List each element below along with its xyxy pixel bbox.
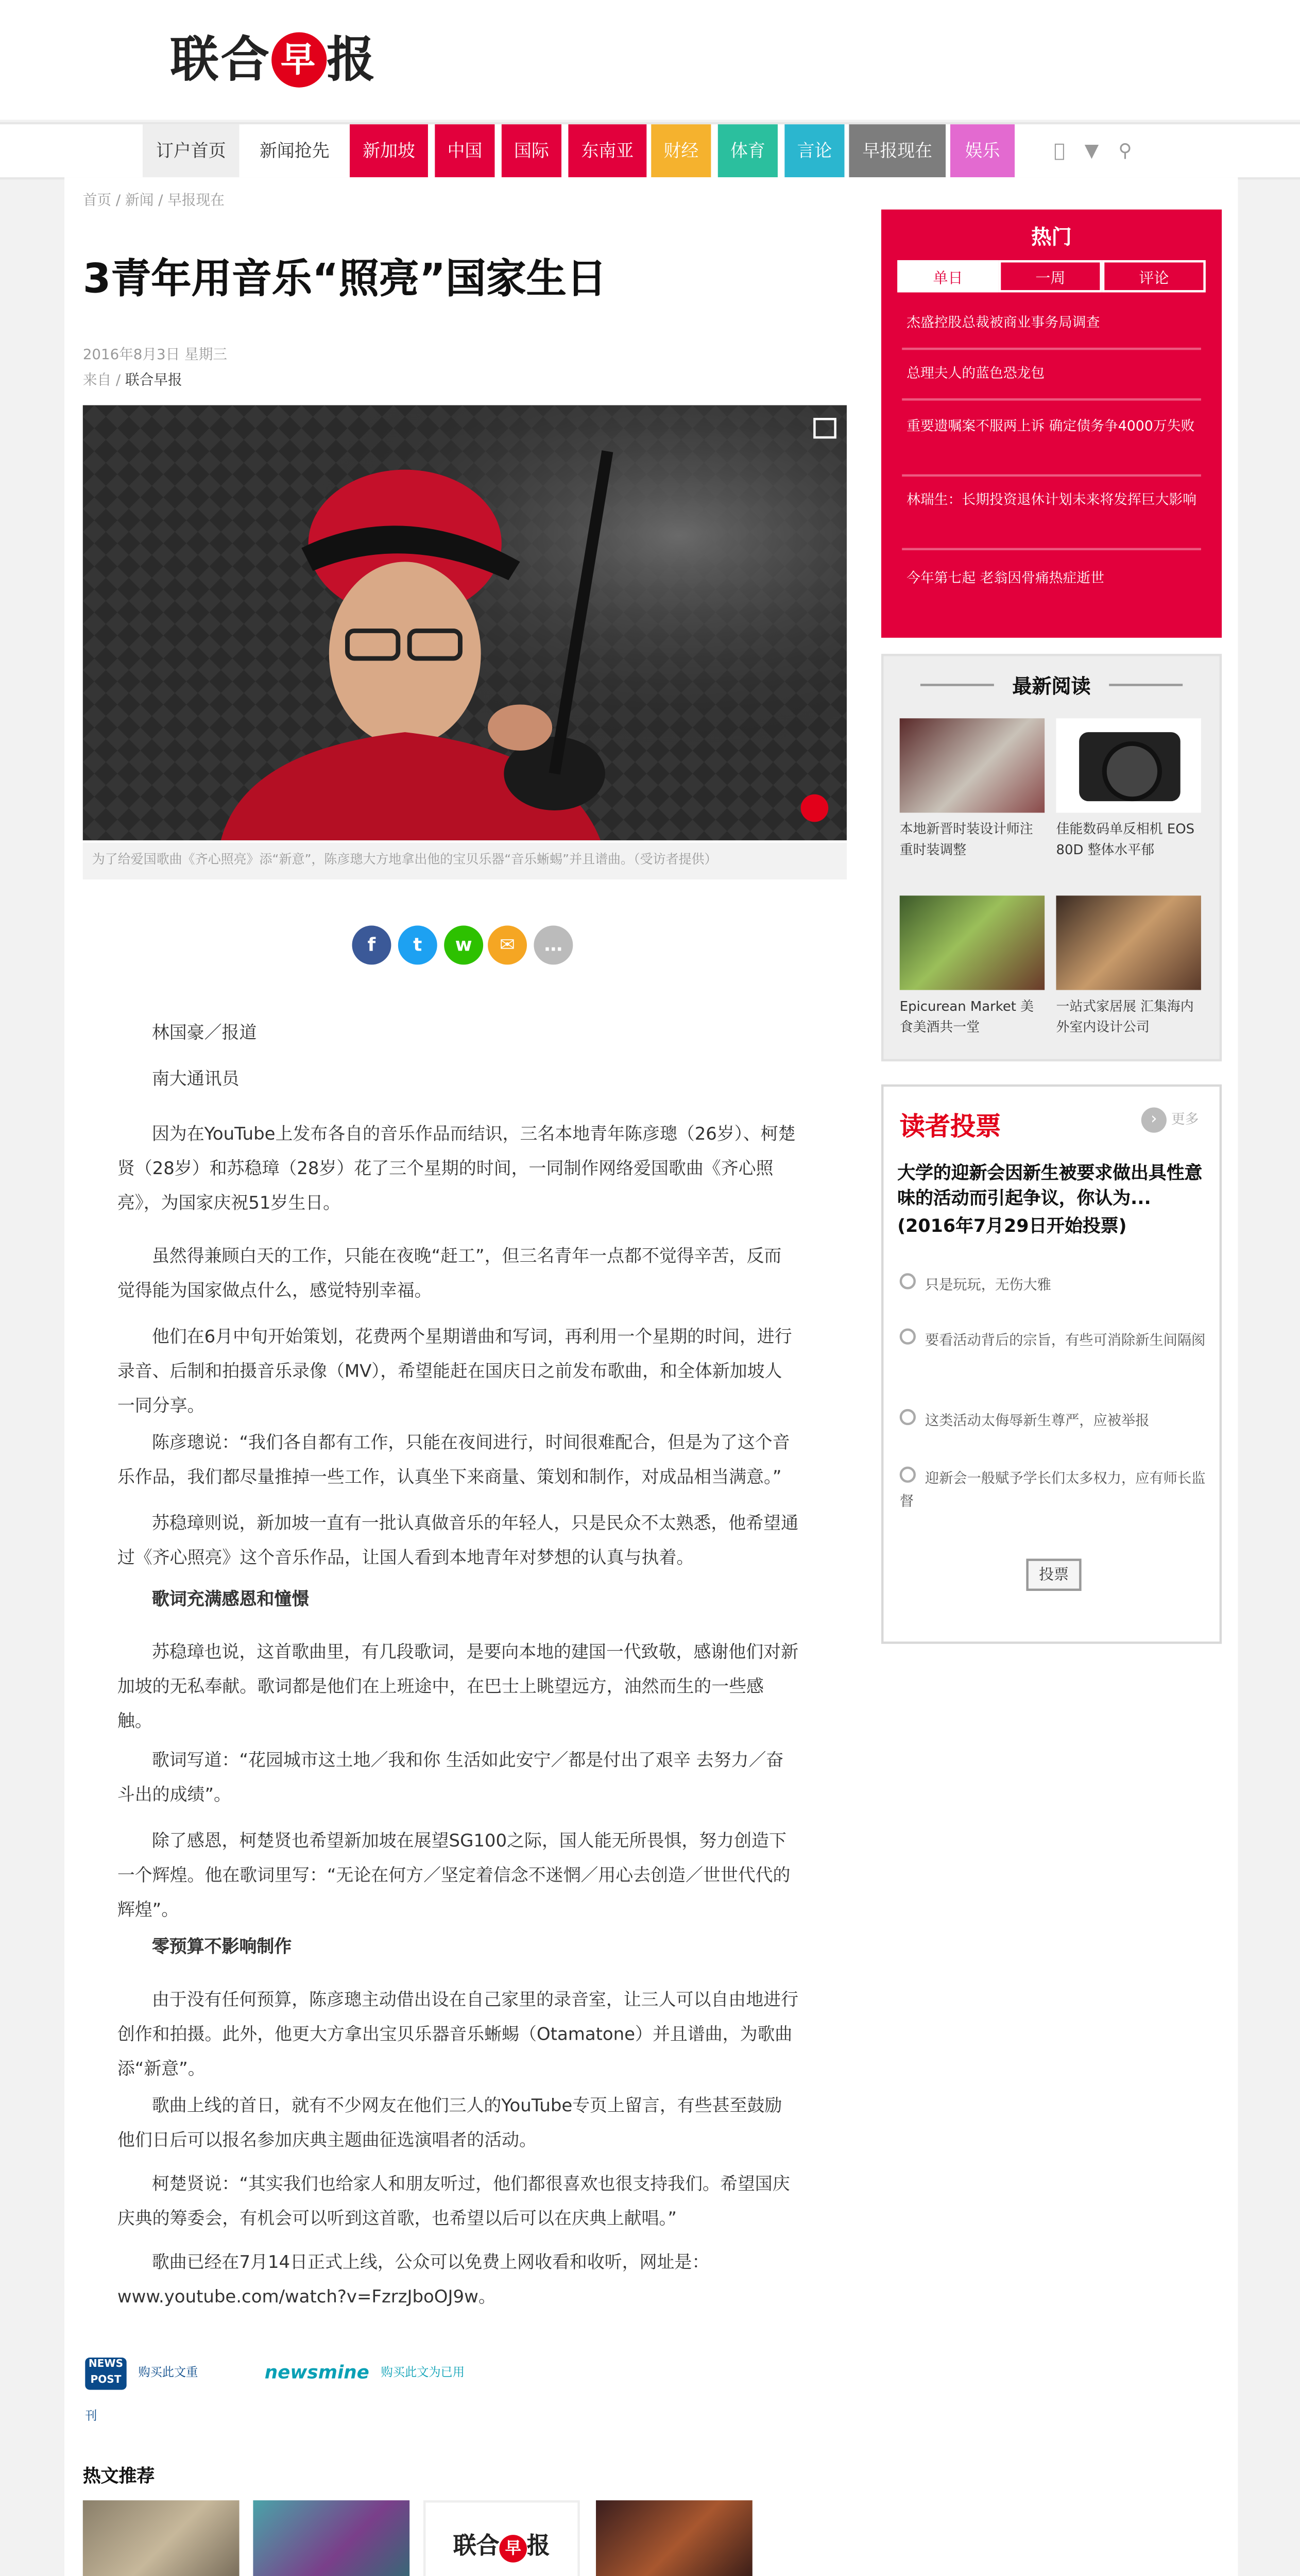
- poll-option[interactable]: 这类活动太侮辱新生尊严，应被举报: [900, 1409, 1208, 1434]
- vote-button[interactable]: 投票: [1026, 1558, 1081, 1591]
- radio-button[interactable]: [900, 1409, 916, 1425]
- breadcrumb-home[interactable]: 首页: [82, 193, 112, 210]
- latest-reading-item[interactable]: 佳能数码单反相机 EOS 80D 整体水平郁: [1056, 718, 1201, 862]
- hot-recommend-item[interactable]: [83, 2500, 240, 2576]
- nav-item-zaobao-now[interactable]: 早报现在: [849, 124, 946, 177]
- comment-icon[interactable]: …: [534, 925, 573, 964]
- article-paragraph: 由于没有任何预算，陈彦璁主动借出设在自己家里的录音室，让三人可以自由地进行创作和拍摄。此外，他更大方拿出宝贝乐器音乐蜥蜴（Otamatone）并且谱曲，为歌曲添“新意”。: [117, 1989, 799, 2078]
- article-paragraph: 除了感恩，柯楚贤也希望新加坡在展望SG100之际，国人能无所畏惧，努力创造下一个辉煌。他在歌词里写：“无论在何方／坚定着信念不迷惘／用心去创造／世世代代的辉煌”。: [117, 1830, 791, 1920]
- article-paragraph: 南大通讯员: [151, 1068, 240, 1089]
- radio-button[interactable]: [900, 1467, 916, 1483]
- divider: [902, 348, 1201, 350]
- poll-question: 大学的迎新会因新生被要求做出具性意味的活动而引起争议，你认为...(2016年7月29日开始投票): [897, 1162, 1203, 1236]
- nav-item-breaking[interactable]: 新闻抢先: [244, 124, 346, 177]
- article-paragraph: 陈彦璁说：“我们各自都有工作，只能在夜间进行，时间很难配合，但是为了这个音乐作品，我们都尽量推掉一些工作，认真坐下来商量、策划和制作，对成品相当满意。”: [117, 1432, 790, 1487]
- thumbnail: [253, 2500, 409, 2576]
- hot-panel-title: 热门: [1031, 228, 1072, 251]
- article-subheading: 零预算不影响制作: [151, 1936, 292, 1957]
- hot-recommend-item[interactable]: [423, 2500, 580, 2576]
- hot-recommend-item[interactable]: [596, 2500, 752, 2576]
- newspost-logo: NEWS POST: [85, 2357, 126, 2389]
- article-paragraph: 他们在6月中旬开始策划，花费两个星期谱曲和写词，再利用一个星期的时间，进行录音、后制和拍摄音乐录像（MV），希望能赶在国庆日之前发布歌曲，和全体新加坡人一同分享。: [117, 1326, 792, 1415]
- breadcrumb-news[interactable]: 新闻: [125, 193, 154, 210]
- nav-item-finance[interactable]: 财经: [651, 124, 711, 177]
- nav-item-southeast-asia[interactable]: 东南亚: [568, 124, 646, 177]
- article-date: 2016年8月3日 星期三: [82, 347, 228, 364]
- article-paragraph: 歌曲已经在7月14日正式上线，公众可以免费上网收看和收听，网址是：www.youtube.com/watch?v=FzrzJboOJ9w。: [117, 2251, 710, 2307]
- photo-illustration: [83, 405, 847, 841]
- divider: [920, 684, 994, 686]
- nav-item-international[interactable]: 国际: [502, 124, 561, 177]
- nav-item-china[interactable]: 中国: [435, 124, 494, 177]
- hot-list-item[interactable]: 重要遗嘱案不服两上诉 确定债务争4000万失败: [906, 419, 1195, 435]
- logo-text-right: 报: [327, 30, 378, 88]
- article-paragraph: 苏稳璋也说，这首歌曲里，有几段歌词，是要向本地的建国一代致敬，感谢他们对新加坡的无私奉献。歌词都是他们在上班途中，在巴士上眺望远方，油然而生的一些感触。: [117, 1641, 799, 1731]
- site-header: [0, 0, 1300, 120]
- zaobao-logo-thumbnail: 联合 早 报: [423, 2500, 580, 2576]
- divider: [902, 474, 1201, 477]
- logo-circle: 早: [271, 32, 327, 88]
- poll-option[interactable]: 只是玩玩，无伤大雅: [900, 1273, 1208, 1298]
- newsmine-label: 购买此文为已用: [381, 2366, 465, 2381]
- newspost-buy-link[interactable]: [85, 2348, 200, 2425]
- wechat-icon[interactable]: w: [444, 925, 483, 964]
- android-icon[interactable]: ▼: [1067, 140, 1082, 161]
- apple-icon[interactable]: [1054, 141, 1065, 161]
- search-icon[interactable]: ⚲: [1101, 140, 1115, 161]
- poll-option[interactable]: 迎新会一般赋予学长们太多权力，应有师长监督: [900, 1467, 1208, 1515]
- hot-recommend-item[interactable]: [253, 2500, 409, 2576]
- logo-text-left: 联合: [170, 30, 272, 88]
- main-nav: [0, 122, 1300, 180]
- twitter-icon[interactable]: t: [398, 925, 437, 964]
- nav-item-entertainment[interactable]: 娱乐: [950, 124, 1015, 177]
- hot-list-item[interactable]: 今年第七起 老翁因骨痛热症逝世: [906, 571, 1104, 587]
- hot-tab-comments[interactable]: 评论: [1102, 260, 1206, 293]
- newsmine-buy-link[interactable]: [265, 2348, 495, 2385]
- thumbnail: [900, 718, 1045, 812]
- thumbnail: [83, 2500, 240, 2576]
- photo-caption: 为了给爱国歌曲《齐心照亮》添“新意”，陈彦璁大方地拿出他的宝贝乐器“音乐蜥蜴”并且谱曲。（受访者提供）: [83, 843, 847, 880]
- article-paragraph: 歌词写道：“花园城市这土地／我和你 生活如此安宁／都是付出了艰辛 去努力／奋斗出的成绩”。: [117, 1750, 784, 1805]
- divider: [902, 548, 1201, 550]
- poll-more-link[interactable]: › 更多: [1141, 1107, 1199, 1132]
- divider: [1109, 684, 1183, 686]
- article-paragraph: 柯楚贤说：“其实我们也给家人和朋友听过，他们都很喜欢也很支持我们。希望国庆庆典的筹委会，有机会可以听到这首歌，也希望以后可以在庆典上献唱。”: [117, 2173, 790, 2228]
- latest-reading-item[interactable]: Epicurean Market 美食美酒共一堂: [900, 895, 1045, 1040]
- poll-title: 读者投票: [899, 1112, 1001, 1142]
- thumbnail: [900, 895, 1045, 990]
- breadcrumb: 首页 / 新闻 / 早报现在: [82, 193, 225, 210]
- article-photo[interactable]: [83, 405, 847, 841]
- nav-item-subscriber-home[interactable]: 订户首页: [143, 124, 240, 177]
- article-paragraph: 因为在YouTube上发布各自的音乐作品而结识，三名本地青年陈彦璁（26岁）、柯楚贤（28岁）和苏稳璋（28岁）花了三个星期的时间，一同制作网络爱国歌曲《齐心照亮》，为国家庆祝51岁生日。: [117, 1123, 796, 1213]
- email-icon[interactable]: ✉: [488, 925, 527, 964]
- chevron-right-icon: ›: [1141, 1107, 1167, 1132]
- latest-reading-item[interactable]: 一站式家居展 汇集海内外室内设计公司: [1056, 895, 1201, 1040]
- article-source: 来自 / 联合早报: [82, 372, 182, 389]
- hot-tab-weekly[interactable]: 一周: [999, 260, 1102, 293]
- breadcrumb-zaobao-now[interactable]: 早报现在: [167, 193, 225, 210]
- article-paragraph: 虽然得兼顾白天的工作，只能在夜晚“赶工”，但三名青年一点都不觉得辛苦，反而觉得能为国家做点什么，感觉特别幸福。: [117, 1245, 782, 1300]
- latest-reading-title: 最新阅读: [881, 672, 1222, 700]
- hot-list-item[interactable]: 林瑞生：长期投资退休计划未来将发挥巨大影响: [906, 493, 1197, 509]
- nav-item-opinion[interactable]: 言论: [784, 124, 844, 177]
- hot-tab-daily[interactable]: 单日: [897, 260, 999, 293]
- camera-thumbnail: [1056, 718, 1201, 812]
- thumbnail: [1056, 895, 1201, 990]
- hot-list-item[interactable]: 杰盛控股总裁被商业事务局调查: [906, 315, 1100, 332]
- article-paragraph: 苏稳璋则说，新加坡一直有一批认真做音乐的年轻人，只是民众不太熟悉，他希望通过《齐心照亮》这个音乐作品，让国人看到本地青年对梦想的认真与执着。: [117, 1513, 799, 1568]
- nav-item-sports[interactable]: 体育: [718, 124, 778, 177]
- newspost-label: 购买此文重刊: [85, 2366, 198, 2425]
- thumbnail: [596, 2500, 752, 2576]
- divider: [902, 398, 1201, 400]
- radio-button[interactable]: [900, 1273, 916, 1289]
- article-paragraph: 林国豪／报道: [151, 1022, 257, 1043]
- article-subheading: 歌词充满感恩和憧憬: [151, 1588, 310, 1609]
- poll-option[interactable]: 要看活动背后的宗旨，有些可消除新生间隔阂: [900, 1328, 1208, 1353]
- radio-button[interactable]: [900, 1328, 916, 1344]
- article-paragraph: 歌曲上线的首日，就有不少网友在他们三人的YouTube专页上留言，有些甚至鼓励他们日后可以报名参加庆典主题曲征选演唱者的活动。: [117, 2095, 782, 2150]
- nav-icons: [1054, 124, 1132, 177]
- hot-list-item[interactable]: 总理夫人的蓝色恐龙包: [906, 366, 1045, 382]
- nav-item-singapore[interactable]: 新加坡: [350, 124, 428, 177]
- article-title: 3青年用音乐“照亮”国家生日: [82, 258, 607, 304]
- latest-reading-item[interactable]: 本地新晋时装设计师注重时装调整: [900, 718, 1045, 862]
- facebook-icon[interactable]: f: [352, 925, 391, 964]
- newsmine-logo: newsmine: [264, 2362, 369, 2383]
- hot-recommend-title: 热文推荐: [82, 2466, 155, 2487]
- site-logo[interactable]: [170, 23, 378, 92]
